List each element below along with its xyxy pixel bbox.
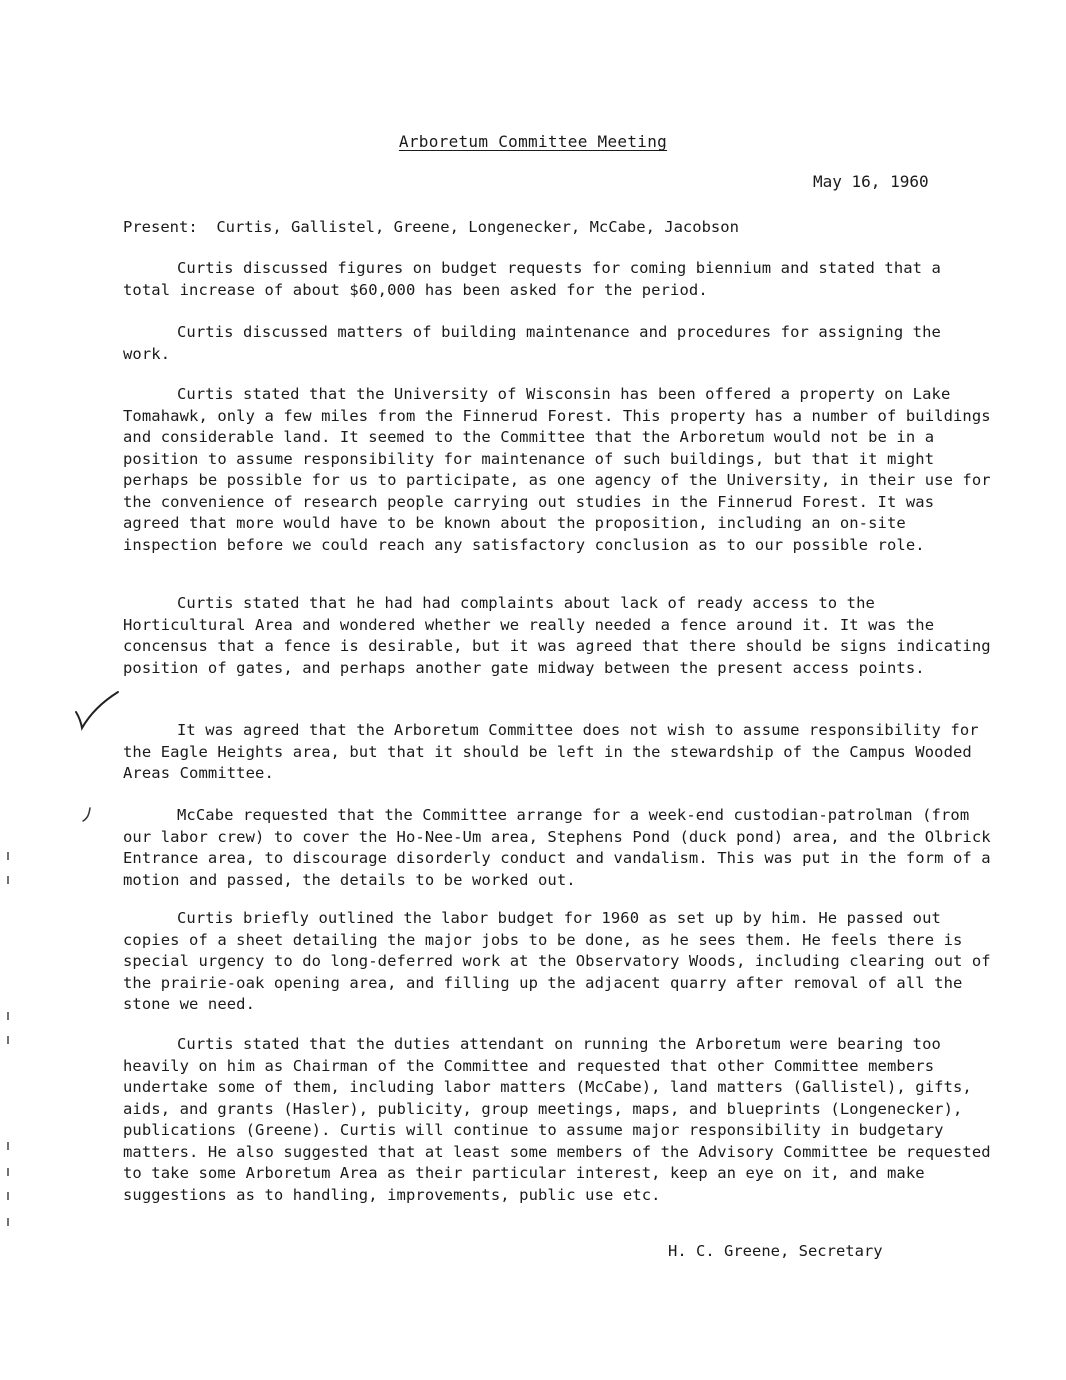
title-text: Arboretum Committee Meeting bbox=[398, 132, 668, 151]
paragraph-duties bbox=[123, 1034, 993, 1206]
document-title bbox=[0, 132, 1066, 151]
checkmark-icon bbox=[72, 690, 122, 734]
paragraph-text: McCabe requested that the Committee arrange for a week-end custodian-patrolman (from our labor crew) to cover the Ho-Nee-Um area, Stephens Pond (duck pond) area, and the Olbrick Entrance area, to discourage disorderly conduct and vandalism. This was put in the form of a motion and passed, the details to be worked out. bbox=[123, 806, 991, 889]
present-label: Present: bbox=[123, 218, 198, 236]
paragraph-text: Curtis discussed figures on budget requests for coming biennium and stated that a total increase of about $60,000 has been asked for the period. bbox=[123, 259, 941, 299]
punch-hole-marks bbox=[0, 0, 30, 1380]
meeting-date: May 16, 1960 bbox=[813, 172, 929, 191]
secretary-signature: H. C. Greene, Secretary bbox=[668, 1242, 883, 1260]
paragraph-text: Curtis briefly outlined the labor budget for 1960 as set up by him. He passed out copies of a sheet detailing the major jobs to be done, as he sees them. He feels there is special urgency to do long-deferred work at the Observatory Woods, including clearing out of the prairie-oak opening area, and filling up the adjacent quarry after removal of all the stone we need. bbox=[123, 909, 991, 1013]
paragraph-budget bbox=[123, 258, 993, 301]
paragraph-text: Curtis stated that he had had complaints about lack of ready access to the Horticultural Area and wondered whether we really needed a fence around it. It was the concensus that a fence is desirable, but it was agreed that there should be signs indicating position of gates, and perhaps another gate midway between the present access points. bbox=[123, 594, 991, 677]
paragraph-eagle-heights bbox=[123, 720, 993, 785]
paragraph-text: Curtis stated that the duties attendant on running the Arboretum were bearing too heavily on him as Chairman of the Committee and requested that other Committee members undertake some of them, including labor matters (McCabe), land matters (Gallistel), gifts, aids, and grants (Hasler), publicity, group meetings, maps, and blueprints (Longenecker), publications (Greene). Curtis will continue to assume major responsibility in budgetary matters. He also suggested that at least some members of the Advisory Committee be requested to take some Arboretum Area as their particular interest, keep an eye on it, and make suggestions as to handling, improvements, public use etc. bbox=[123, 1035, 991, 1204]
paragraph-text: Curtis discussed matters of building maintenance and procedures for assigning the work. bbox=[123, 323, 941, 363]
paragraph-text: Curtis stated that the University of Wisconsin has been offered a property on Lake Tomahawk, only a few miles from the Finnerud Forest. This property has a number of buildings and considerable land. It seemed to the Committee that the Arboretum would not be in a position to assume responsibility for maintenance of such buildings, but that it might perhaps be possible for us to participate, as one agency of the University, in their use for the convenience of research people carrying out studies in the Finnerud Forest. It was agreed that more would have to be known about the proposition, including an on-site inspection before we could reach any satisfactory conclusion as to our possible role. bbox=[123, 385, 991, 554]
paragraph-horticultural-fence bbox=[123, 593, 993, 679]
paragraph-custodian-patrolman bbox=[123, 805, 993, 891]
paragraph-lake-tomahawk bbox=[123, 384, 993, 556]
present-names: Curtis, Gallistel, Greene, Longenecker, McCabe, Jacobson bbox=[216, 218, 739, 236]
attendees-line bbox=[123, 218, 739, 236]
paragraph-text: It was agreed that the Arboretum Committee does not wish to assume responsibility for the Eagle Heights area, but that it should be left in the stewardship of the Campus Wooded Areas Committee. bbox=[123, 721, 979, 782]
paragraph-maintenance bbox=[123, 322, 993, 365]
tick-mark-icon bbox=[80, 806, 94, 824]
paragraph-labor-budget bbox=[123, 908, 993, 1016]
